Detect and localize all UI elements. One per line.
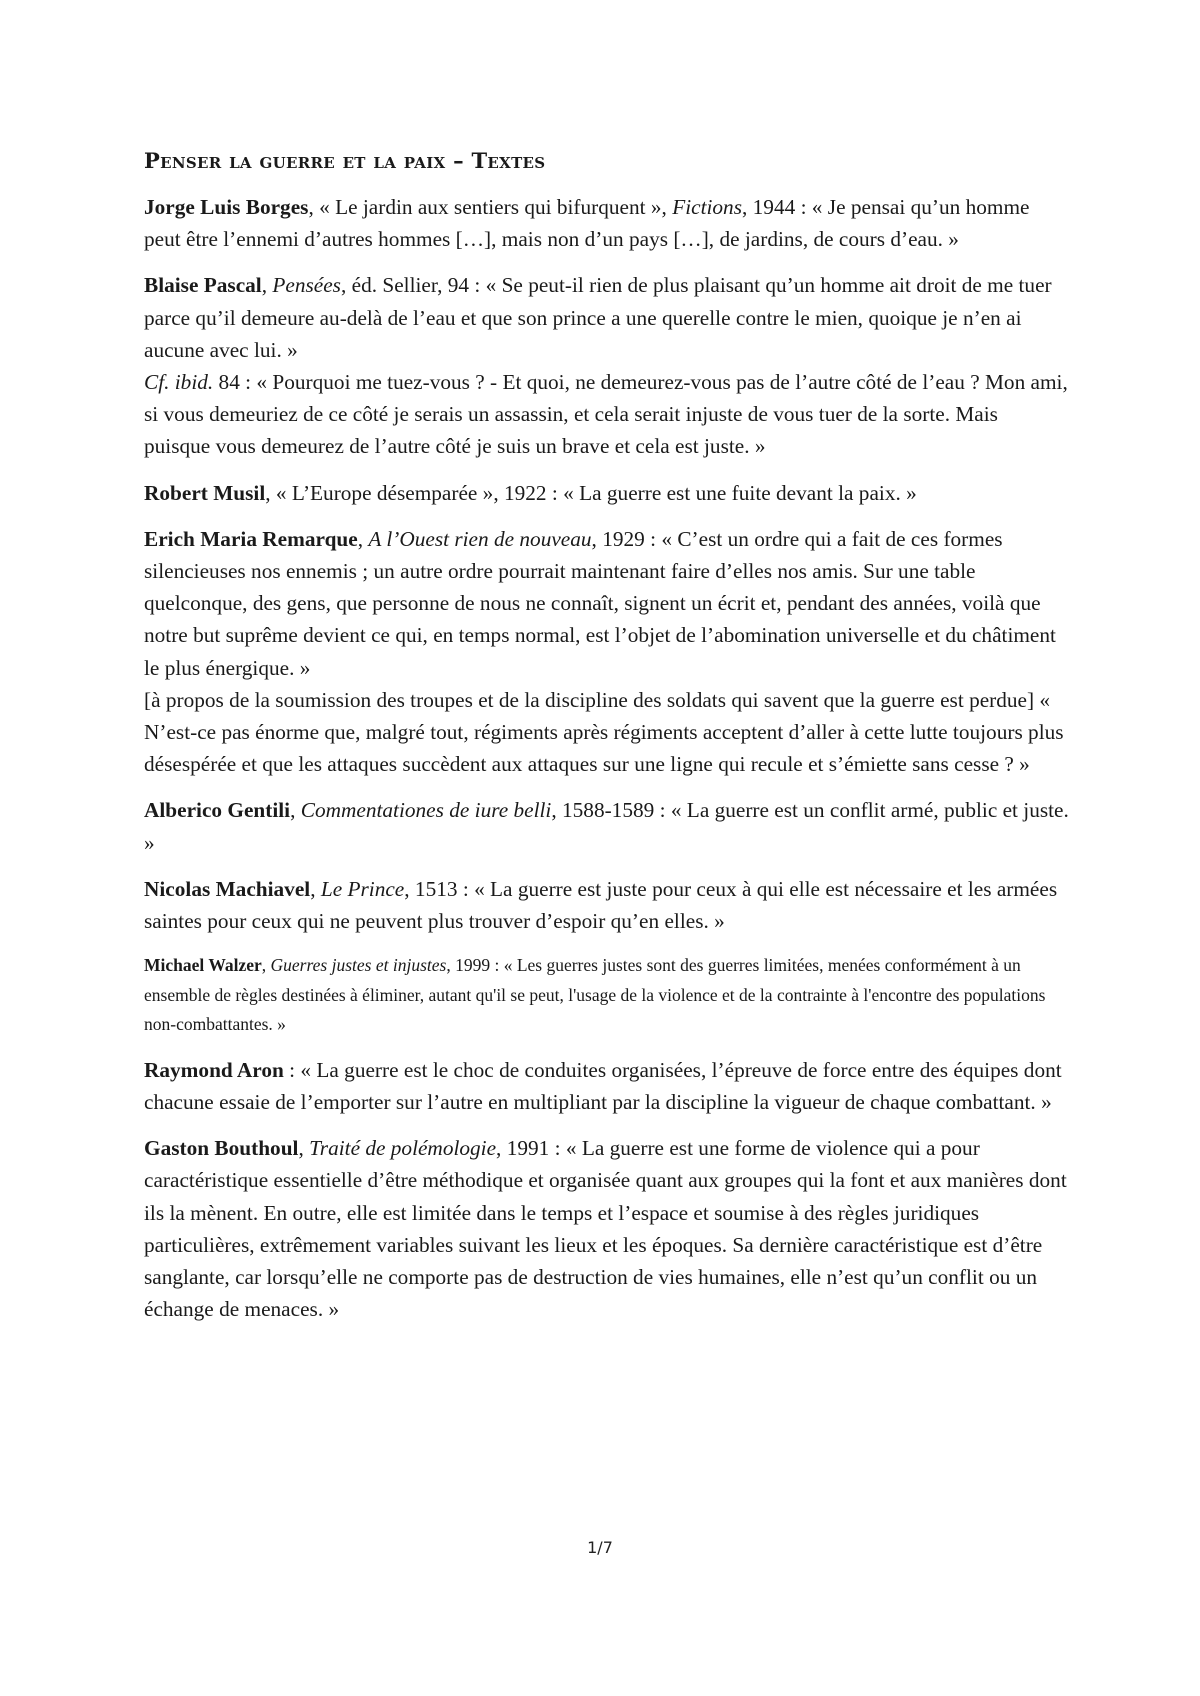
work-title: Pensées xyxy=(272,273,341,298)
work-title: Le Prince xyxy=(320,876,405,901)
quote-entry-borges xyxy=(144,191,1069,255)
quote-entry-walzer xyxy=(144,951,1069,1040)
quote-text-extra: [à propos de la soumission des troupes et de la discipline des soldats qui savent que la guerre est perdue] « N’est-ce pas énorme que, malgré tout, régiments après régiments acceptent d’aller à cette lutte toujours plus désespérée et que les attaques succèdent aux attaques sur une ligne qui recule et s’émiette sans cesse ? » xyxy=(144,687,1064,777)
author-name: Nicolas Machiavel xyxy=(144,876,311,901)
quote-text: , 1513 : « La guerre est juste pour ceux à qui elle est nécessaire et les armées saintes pour ceux qui ne peuvent plus trouver d’espoir qu’en elles. » xyxy=(144,876,1058,934)
work-title: Commentationes de iure belli xyxy=(300,798,552,823)
author-name: Raymond Aron xyxy=(144,1057,284,1082)
quote-text: : « La guerre est le choc de conduites organisées, l’épreuve de force entre des équipes dont chacune essaie de l’emporter sur l’autre en multipliant par la discipline la vigueur de chaque combattant. » xyxy=(144,1057,1062,1114)
quote-entry-pascal xyxy=(144,269,1069,462)
author-name: Jorge Luis Borges xyxy=(144,195,309,219)
quote-text: , 1991 : « La guerre est une forme de violence qui a pour caractéristique essentielle d’être méthodique et organisée quant aux groupes qui la font et aux manières dont ils la mènent. En outre, elle est limitée dans le temps et l’espace et soumise à des règles juridiques particulières, extrêmement variables suivant les lieux et les époques. Sa dernière caractéristique est d’être sanglante, car lorsqu’elle ne comporte pas de destruction de vies humaines, elle n’est qu’un conflit ou un échange de menaces. » xyxy=(144,1136,1067,1322)
citation-pre: , « Le jardin aux sentiers qui bifurquent », xyxy=(308,195,673,219)
quote-text: , « L’Europe désemparée », 1922 : « La guerre est une fuite devant la paix. » xyxy=(265,480,917,505)
author-name: Robert Musil xyxy=(144,480,266,505)
quote-entry-aron xyxy=(144,1054,1069,1118)
citation-pre: , xyxy=(310,876,321,901)
author-name: Blaise Pascal xyxy=(144,273,262,298)
work-title: Guerres justes et injustes xyxy=(270,955,447,976)
author-name: Alberico Gentili xyxy=(144,798,291,823)
quote-text: , 1929 : « C’est un ordre qui a fait de ces formes silencieuses nos ennemis ; un autre ordre pourrait maintenant faire d’elles nos amis. Sur une table quelconque, des gens, que personne de nous ne connaît, signent un écrit et, pendant des années, voilà que notre but suprême devient ce qui, en temps normal, est l’objet de l’abomination universelle et du châtiment le plus énergique. » xyxy=(144,526,1056,680)
citation-pre: , xyxy=(261,273,273,298)
quote-entry-musil xyxy=(144,477,1069,509)
citation-pre: , xyxy=(261,955,271,976)
page-number: 1/7 xyxy=(587,1538,613,1557)
quote-entry-remarque xyxy=(144,523,1069,781)
quote-text: , éd. Sellier, 94 : « Se peut-il rien de plus plaisant qu’un homme ait droit de me tuer parce qu’il demeure au-delà de l’eau et que son prince a une querelle contre le mien, quoique je n’en ai aucune avec lui. » xyxy=(144,273,1052,362)
author-name: Michael Walzer xyxy=(144,955,262,976)
quote-entry-gentili xyxy=(144,794,1069,858)
work-title: Fictions xyxy=(672,195,742,219)
quote-entry-bouthoul xyxy=(144,1132,1069,1325)
quote-entry-machiavel xyxy=(144,873,1069,937)
citation-pre: , xyxy=(357,526,369,551)
work-title: Traité de polémologie xyxy=(309,1136,497,1161)
quote-text: 84 : « Pourquoi me tuez-vous ? - Et quoi, ne demeurez-vous pas de l’autre côté de l’eau ? Mon ami, si vous demeuriez de ce côté je serais un assassin, et cela serait injuste de vous tuer de la sorte. Mais puisque vous demeurez de l’autre côté je suis un brave et cela est juste. » xyxy=(144,370,1068,459)
cf-reference: Cf. ibid. xyxy=(144,370,214,395)
quote-text: , 1944 : « Je pensai qu’un homme peut être l’ennemi d’autres hommes […], mais non d’un pays […], de jardins, de cours d’eau. » xyxy=(144,195,1030,252)
author-name: Erich Maria Remarque xyxy=(144,526,358,551)
quote-text: , 1588-1589 : « La guerre est un conflit armé, public et juste. » xyxy=(144,798,1069,855)
citation-pre: , xyxy=(298,1136,310,1161)
quote-text: , 1999 : « Les guerres justes sont des guerres limitées, menées conformément à un ensemble de règles destinées à éliminer, autant qu'il se peut, l'usage de la violence et de la contrainte à l'encontre des populations non-combattantes. » xyxy=(144,955,1046,1035)
work-title: A l’Ouest rien de nouveau xyxy=(368,526,592,551)
citation-pre: , xyxy=(290,798,301,823)
author-name: Gaston Bouthoul xyxy=(144,1136,299,1161)
document-page xyxy=(144,140,1069,1339)
document-title: Penser la guerre et la paix – Textes xyxy=(144,148,546,173)
